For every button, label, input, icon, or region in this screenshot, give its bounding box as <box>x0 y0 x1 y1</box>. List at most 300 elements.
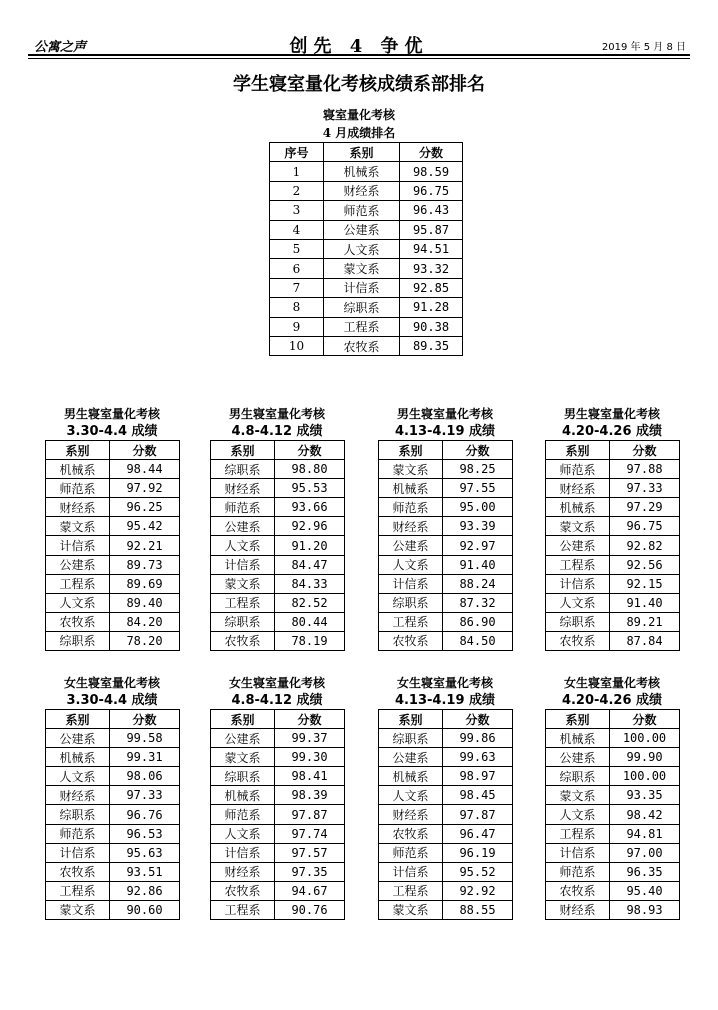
department-cell: 计信系 <box>546 574 610 593</box>
table-row <box>546 460 680 479</box>
score-cell: 92.97 <box>443 536 513 555</box>
department-cell: 蒙文系 <box>379 460 443 479</box>
department-cell: 人文系 <box>46 593 110 612</box>
table-row <box>46 824 180 843</box>
department-cell: 综职系 <box>379 593 443 612</box>
rank-cell: 1 <box>270 162 324 181</box>
ranking-table <box>210 709 345 920</box>
table-row <box>379 824 513 843</box>
table-row <box>46 729 180 748</box>
score-cell: 92.21 <box>110 536 180 555</box>
score-cell: 95.63 <box>110 843 180 862</box>
score-cell: 84.47 <box>275 555 345 574</box>
score-cell: 98.42 <box>610 805 680 824</box>
table-row <box>211 479 345 498</box>
table-row <box>379 843 513 862</box>
department-cell: 综职系 <box>546 767 610 786</box>
department-cell: 机械系 <box>546 729 610 748</box>
panel-title: 女生寝室量化考核 <box>563 676 660 690</box>
department-cell: 师范系 <box>324 201 400 220</box>
score-cell: 95.40 <box>610 881 680 900</box>
score-cell: 90.60 <box>110 900 180 919</box>
table-row <box>211 786 345 805</box>
rank-cell: 6 <box>270 259 324 278</box>
department-cell: 农牧系 <box>46 862 110 881</box>
score-cell: 95.53 <box>275 479 345 498</box>
score-cell: 97.35 <box>275 862 345 881</box>
rank-cell: 10 <box>270 336 324 355</box>
table-row <box>379 862 513 881</box>
department-cell: 蒙文系 <box>46 517 110 536</box>
department-cell: 工程系 <box>546 555 610 574</box>
table-row <box>546 479 680 498</box>
score-cell: 97.00 <box>610 843 680 862</box>
score-cell: 96.76 <box>110 805 180 824</box>
table-row <box>546 729 680 748</box>
table-row <box>379 805 513 824</box>
table-row <box>546 631 680 650</box>
table-row <box>379 460 513 479</box>
score-cell: 96.35 <box>610 862 680 881</box>
score-cell: 92.85 <box>400 278 463 297</box>
score-cell: 92.92 <box>443 881 513 900</box>
page-title: 学生寝室量化考核成绩系部排名 <box>233 74 485 95</box>
table-row <box>211 460 345 479</box>
panel-period: 3.30-4.4 成绩 <box>66 424 158 439</box>
department-cell: 农牧系 <box>546 881 610 900</box>
score-cell: 91.20 <box>275 536 345 555</box>
department-cell: 公建系 <box>46 729 110 748</box>
table-row <box>211 729 345 748</box>
department-cell: 公建系 <box>379 536 443 555</box>
department-cell: 计信系 <box>546 843 610 862</box>
score-cell: 84.20 <box>110 612 180 631</box>
table-header-row <box>46 710 180 729</box>
score-cell: 86.90 <box>443 612 513 631</box>
score-cell: 88.24 <box>443 574 513 593</box>
column-header-department: 系别 <box>546 441 610 460</box>
table-row <box>270 201 463 220</box>
score-cell: 99.58 <box>110 729 180 748</box>
score-cell: 97.33 <box>110 786 180 805</box>
table-row <box>270 162 463 181</box>
department-cell: 计信系 <box>324 278 400 297</box>
table-row <box>46 555 180 574</box>
department-cell: 农牧系 <box>324 336 400 355</box>
department-cell: 机械系 <box>379 767 443 786</box>
rank-cell: 5 <box>270 239 324 258</box>
department-cell: 综职系 <box>324 298 400 317</box>
table-row <box>46 805 180 824</box>
table-row <box>379 612 513 631</box>
score-cell: 98.06 <box>110 767 180 786</box>
department-cell: 人文系 <box>546 805 610 824</box>
female-panel-3 <box>378 675 512 920</box>
table-row <box>211 498 345 517</box>
score-cell: 88.55 <box>443 900 513 919</box>
column-header-score: 分数 <box>610 441 680 460</box>
month-ranking-table <box>269 142 463 356</box>
table-row <box>211 631 345 650</box>
table-row <box>379 536 513 555</box>
department-cell: 蒙文系 <box>546 517 610 536</box>
table-row <box>46 460 180 479</box>
department-cell: 农牧系 <box>211 631 275 650</box>
newsletter-name: 公寓之声 <box>34 40 87 55</box>
score-cell: 98.80 <box>275 460 345 479</box>
department-cell: 工程系 <box>546 824 610 843</box>
female-panel-2 <box>210 675 344 920</box>
score-cell: 95.52 <box>443 862 513 881</box>
score-cell: 98.25 <box>443 460 513 479</box>
table-row <box>546 498 680 517</box>
column-header-department: 系别 <box>546 710 610 729</box>
ranking-table <box>545 440 680 651</box>
table-row <box>270 317 463 336</box>
department-cell: 蒙文系 <box>211 748 275 767</box>
table-row <box>379 748 513 767</box>
table-row <box>46 479 180 498</box>
department-cell: 人文系 <box>211 536 275 555</box>
table-row <box>546 843 680 862</box>
table-row <box>211 574 345 593</box>
rank-cell: 4 <box>270 220 324 239</box>
panel-period: 4.13-4.19 成绩 <box>394 424 496 439</box>
month-table-subtitle: 4 月成绩排名 <box>322 126 396 140</box>
score-cell: 94.81 <box>610 824 680 843</box>
ranking-table <box>210 440 345 651</box>
department-cell: 工程系 <box>324 317 400 336</box>
score-cell: 97.88 <box>610 460 680 479</box>
department-cell: 财经系 <box>546 479 610 498</box>
department-cell: 财经系 <box>46 786 110 805</box>
table-row <box>270 181 463 200</box>
department-cell: 人文系 <box>211 824 275 843</box>
table-row <box>270 336 463 355</box>
table-row <box>546 555 680 574</box>
department-cell: 蒙文系 <box>46 900 110 919</box>
department-cell: 公建系 <box>379 748 443 767</box>
score-cell: 97.92 <box>110 479 180 498</box>
department-cell: 公建系 <box>211 517 275 536</box>
score-cell: 97.33 <box>610 479 680 498</box>
table-row <box>546 767 680 786</box>
column-header-score: 分数 <box>275 441 345 460</box>
score-cell: 98.59 <box>400 162 463 181</box>
score-cell: 94.51 <box>400 239 463 258</box>
column-header-score: 分数 <box>400 143 463 162</box>
score-cell: 92.56 <box>610 555 680 574</box>
table-row <box>546 805 680 824</box>
department-cell: 综职系 <box>211 612 275 631</box>
column-header-department: 系别 <box>379 441 443 460</box>
score-cell: 99.30 <box>275 748 345 767</box>
score-cell: 99.90 <box>610 748 680 767</box>
score-cell: 97.87 <box>443 805 513 824</box>
table-row <box>46 498 180 517</box>
table-row <box>270 298 463 317</box>
department-cell: 师范系 <box>546 862 610 881</box>
table-header-row <box>211 710 345 729</box>
table-row <box>211 881 345 900</box>
department-cell: 师范系 <box>46 479 110 498</box>
department-cell: 农牧系 <box>379 824 443 843</box>
column-header-department: 系别 <box>46 441 110 460</box>
department-cell: 农牧系 <box>379 631 443 650</box>
score-cell: 87.84 <box>610 631 680 650</box>
header-rule-thin <box>28 58 690 59</box>
panel-period: 4.13-4.19 成绩 <box>394 693 496 708</box>
panel-period: 4.20-4.26 成绩 <box>561 424 663 439</box>
score-cell: 99.63 <box>443 748 513 767</box>
ranking-table <box>378 440 513 651</box>
table-row <box>211 536 345 555</box>
score-cell: 96.25 <box>110 498 180 517</box>
table-row <box>546 881 680 900</box>
score-cell: 98.41 <box>275 767 345 786</box>
department-cell: 机械系 <box>324 162 400 181</box>
department-cell: 综职系 <box>46 805 110 824</box>
rank-cell: 7 <box>270 278 324 297</box>
department-cell: 公建系 <box>211 729 275 748</box>
department-cell: 师范系 <box>546 460 610 479</box>
department-cell: 财经系 <box>324 181 400 200</box>
score-cell: 100.00 <box>610 729 680 748</box>
column-header-score: 分数 <box>610 710 680 729</box>
table-row <box>270 239 463 258</box>
table-row <box>211 612 345 631</box>
column-header-score: 分数 <box>110 441 180 460</box>
department-cell: 农牧系 <box>46 612 110 631</box>
column-header-rank: 序号 <box>270 143 324 162</box>
department-cell: 人文系 <box>379 555 443 574</box>
column-header-department: 系别 <box>211 710 275 729</box>
score-cell: 98.93 <box>610 900 680 919</box>
table-header-row <box>211 441 345 460</box>
department-cell: 蒙文系 <box>546 786 610 805</box>
department-cell: 农牧系 <box>546 631 610 650</box>
score-cell: 89.40 <box>110 593 180 612</box>
department-cell: 财经系 <box>379 517 443 536</box>
department-cell: 公建系 <box>546 748 610 767</box>
panel-period: 4.8-4.12 成绩 <box>231 693 323 708</box>
table-row <box>379 498 513 517</box>
column-header-score: 分数 <box>110 710 180 729</box>
department-cell: 公建系 <box>324 220 400 239</box>
rank-cell: 9 <box>270 317 324 336</box>
table-row <box>379 786 513 805</box>
table-header-row <box>546 710 680 729</box>
score-cell: 97.87 <box>275 805 345 824</box>
table-row <box>379 479 513 498</box>
column-header-score: 分数 <box>443 441 513 460</box>
score-cell: 93.51 <box>110 862 180 881</box>
department-cell: 财经系 <box>211 862 275 881</box>
department-cell: 师范系 <box>379 843 443 862</box>
column-header-score: 分数 <box>443 710 513 729</box>
male-panel-3 <box>378 406 512 651</box>
score-cell: 84.50 <box>443 631 513 650</box>
table-row <box>546 574 680 593</box>
department-cell: 财经系 <box>379 805 443 824</box>
panel-title: 女生寝室量化考核 <box>63 676 160 690</box>
department-cell: 计信系 <box>211 843 275 862</box>
ranking-table <box>45 709 180 920</box>
table-row <box>46 593 180 612</box>
score-cell: 91.28 <box>400 298 463 317</box>
table-row <box>46 574 180 593</box>
department-cell: 机械系 <box>379 479 443 498</box>
table-row <box>546 862 680 881</box>
table-row <box>379 729 513 748</box>
table-row <box>546 517 680 536</box>
score-cell: 96.19 <box>443 843 513 862</box>
table-row <box>379 517 513 536</box>
panel-period: 4.8-4.12 成绩 <box>231 424 323 439</box>
score-cell: 90.38 <box>400 317 463 336</box>
score-cell: 96.53 <box>110 824 180 843</box>
score-cell: 97.29 <box>610 498 680 517</box>
header-rule-thick <box>28 54 690 56</box>
month-table-title: 寝室量化考核 <box>322 108 395 122</box>
score-cell: 98.39 <box>275 786 345 805</box>
rank-cell: 3 <box>270 201 324 220</box>
column-header-score: 分数 <box>275 710 345 729</box>
column-header-department: 系别 <box>211 441 275 460</box>
table-row <box>379 555 513 574</box>
table-row <box>546 824 680 843</box>
table-row <box>379 593 513 612</box>
department-cell: 工程系 <box>211 900 275 919</box>
panel-title: 男生寝室量化考核 <box>563 407 660 421</box>
score-cell: 98.44 <box>110 460 180 479</box>
table-row <box>379 767 513 786</box>
department-cell: 农牧系 <box>211 881 275 900</box>
score-cell: 100.00 <box>610 767 680 786</box>
table-row <box>270 220 463 239</box>
table-header-row <box>379 710 513 729</box>
panel-title: 女生寝室量化考核 <box>228 676 325 690</box>
score-cell: 95.00 <box>443 498 513 517</box>
department-cell: 工程系 <box>46 881 110 900</box>
female-panel-4 <box>545 675 679 920</box>
score-cell: 87.32 <box>443 593 513 612</box>
department-cell: 工程系 <box>46 574 110 593</box>
table-row <box>46 612 180 631</box>
score-cell: 93.66 <box>275 498 345 517</box>
department-cell: 计信系 <box>211 555 275 574</box>
department-cell: 综职系 <box>211 767 275 786</box>
score-cell: 94.67 <box>275 881 345 900</box>
table-row <box>211 862 345 881</box>
department-cell: 蒙文系 <box>324 259 400 278</box>
panel-title: 男生寝室量化考核 <box>228 407 325 421</box>
table-row <box>379 574 513 593</box>
table-row <box>211 748 345 767</box>
department-cell: 人文系 <box>546 593 610 612</box>
table-header-row <box>379 441 513 460</box>
table-row <box>211 824 345 843</box>
column-header-department: 系别 <box>46 710 110 729</box>
table-row <box>46 536 180 555</box>
department-cell: 计信系 <box>379 574 443 593</box>
table-row <box>211 805 345 824</box>
score-cell: 98.45 <box>443 786 513 805</box>
department-cell: 蒙文系 <box>211 574 275 593</box>
score-cell: 97.57 <box>275 843 345 862</box>
male-panel-1 <box>45 406 179 651</box>
department-cell: 综职系 <box>379 729 443 748</box>
table-row <box>546 612 680 631</box>
score-cell: 89.35 <box>400 336 463 355</box>
ranking-table <box>378 709 513 920</box>
score-cell: 89.21 <box>610 612 680 631</box>
table-header-row <box>46 441 180 460</box>
department-cell: 机械系 <box>46 748 110 767</box>
table-row <box>46 843 180 862</box>
department-cell: 工程系 <box>211 593 275 612</box>
score-cell: 84.33 <box>275 574 345 593</box>
department-cell: 计信系 <box>379 862 443 881</box>
column-header-department: 系别 <box>324 143 400 162</box>
table-row <box>46 862 180 881</box>
score-cell: 98.97 <box>443 767 513 786</box>
newsletter-slogan: 创先 4 争优 <box>289 36 429 57</box>
score-cell: 80.44 <box>275 612 345 631</box>
score-cell: 96.47 <box>443 824 513 843</box>
table-row <box>270 278 463 297</box>
table-row <box>211 767 345 786</box>
table-row <box>546 593 680 612</box>
male-panel-2 <box>210 406 344 651</box>
department-cell: 人文系 <box>379 786 443 805</box>
department-cell: 工程系 <box>379 881 443 900</box>
male-panel-4 <box>545 406 679 651</box>
panel-title: 女生寝室量化考核 <box>396 676 493 690</box>
score-cell: 90.76 <box>275 900 345 919</box>
table-row <box>270 259 463 278</box>
score-cell: 78.19 <box>275 631 345 650</box>
table-row <box>546 748 680 767</box>
table-row <box>46 631 180 650</box>
score-cell: 92.15 <box>610 574 680 593</box>
department-cell: 工程系 <box>379 612 443 631</box>
panel-title: 男生寝室量化考核 <box>396 407 493 421</box>
department-cell: 蒙文系 <box>379 900 443 919</box>
score-cell: 96.43 <box>400 201 463 220</box>
department-cell: 综职系 <box>546 612 610 631</box>
score-cell: 95.42 <box>110 517 180 536</box>
table-header-row <box>546 441 680 460</box>
department-cell: 机械系 <box>211 786 275 805</box>
score-cell: 78.20 <box>110 631 180 650</box>
score-cell: 91.40 <box>610 593 680 612</box>
panel-period: 4.20-4.26 成绩 <box>561 693 663 708</box>
table-row <box>211 843 345 862</box>
department-cell: 人文系 <box>324 239 400 258</box>
table-row <box>546 900 680 919</box>
page-header <box>28 30 690 56</box>
table-row <box>211 555 345 574</box>
rank-cell: 2 <box>270 181 324 200</box>
score-cell: 96.75 <box>610 517 680 536</box>
department-cell: 财经系 <box>546 900 610 919</box>
score-cell: 95.87 <box>400 220 463 239</box>
table-header-row <box>270 143 463 162</box>
department-cell: 师范系 <box>46 824 110 843</box>
table-row <box>379 881 513 900</box>
department-cell: 师范系 <box>211 805 275 824</box>
